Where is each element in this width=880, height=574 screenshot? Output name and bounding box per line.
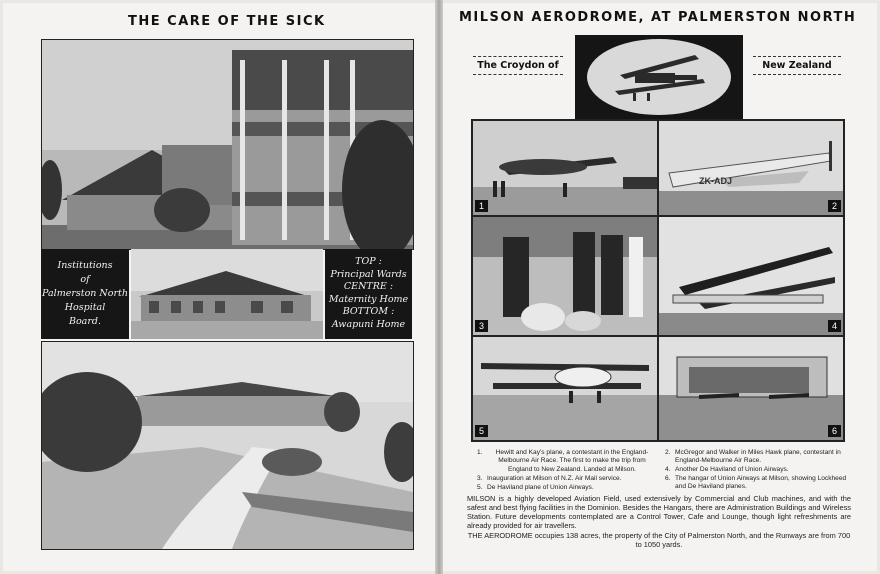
photo-number: 1	[475, 200, 488, 212]
caption-num: 1.	[477, 449, 483, 456]
photo-5-union-airways-plane	[473, 337, 657, 440]
plate-legend	[325, 249, 412, 339]
photo-3-air-mail-inauguration	[473, 217, 657, 335]
plate-line: Hospital	[64, 302, 106, 313]
caption-text: Hewitt and Kay's plane, a contestant in the England-Melbourne Air Race. The first to make the trip from England to New Zealand. Landed at Milson.	[495, 449, 649, 473]
paragraph-milson: MILSON is a highly developed Aviation Field, used extensively by Commercial and Club machines, and with the safest and best flying facilities in the Dominion. Besides the Hangars, there are Administration Buildings and Wireless Station. Future developments contemplated are a Control Tower, Cafe and Lounge, though light refreshments are already provided for air travellers.	[467, 494, 851, 530]
photo-number: 4	[828, 320, 841, 332]
photo-croydon-plane	[575, 35, 743, 119]
right-page-title: MILSON AERODROME, AT PALMERSTON NORTH	[459, 10, 857, 25]
plane-registration: ZK-ADJ	[699, 176, 732, 186]
plate-line: of	[80, 274, 90, 285]
plate-line: Maternity Home	[328, 293, 409, 305]
caption-num: 4.	[665, 466, 671, 473]
caption-num: 3.	[477, 475, 483, 482]
right-page	[443, 3, 877, 571]
plate-institutions	[41, 249, 129, 339]
photo-principal-wards	[41, 39, 414, 250]
left-page	[3, 3, 435, 571]
left-page-title: THE CARE OF THE SICK	[128, 14, 326, 29]
photo-maternity-home	[131, 249, 323, 339]
banner-croydon: The Croydon of	[473, 56, 563, 75]
photo-number: 6	[828, 425, 841, 437]
caption-num: 6.	[665, 475, 671, 482]
plate-line: Awapuni Home	[331, 318, 406, 330]
plate-line: BOTTOM :	[342, 306, 395, 317]
photo-2-miles-hawk-plane	[659, 121, 843, 215]
photo-number: 5	[475, 425, 488, 437]
photo-1-hewitt-kay-plane	[473, 121, 657, 215]
book-gutter	[435, 0, 443, 574]
paragraph-aerodrome: THE AERODROME occupies 138 acres, the property of the City of Palmerston North, and the Runways are from 700 to 1050 yards.	[467, 531, 851, 549]
caption-text: Inauguration at Milson of N.Z. Air Mail service.	[487, 475, 622, 482]
plate-line: Institutions	[57, 260, 113, 271]
caption-text: De Haviland plane of Union Airways.	[487, 484, 594, 491]
photo-awapuni-home	[41, 341, 414, 550]
caption-text: The hangar of Union Airways at Milson, showing Lockheed and De Haviland planes.	[675, 475, 847, 491]
banner-new-zealand: New Zealand	[753, 56, 841, 75]
photo-6-union-airways-hangar	[659, 337, 843, 440]
caption-text: Another De Haviland of Union Airways.	[675, 466, 789, 473]
caption-num: 5.	[477, 484, 483, 491]
plate-line: CENTRE :	[343, 281, 394, 292]
photo-number: 2	[828, 200, 841, 212]
photo-number: 3	[475, 320, 488, 332]
caption-text: McGregor and Walker in Miles Hawk plane, contestant in England-Melbourne Air Race.	[675, 449, 841, 465]
caption-num: 2.	[665, 449, 671, 456]
plate-line: Principal Wards	[330, 268, 407, 280]
photo-grid	[471, 119, 845, 442]
photo-4-de-haviland-plane	[659, 217, 843, 335]
plate-line: Board.	[68, 316, 101, 327]
plate-line: TOP :	[355, 256, 382, 267]
plate-line: Palmerston North	[42, 288, 128, 299]
